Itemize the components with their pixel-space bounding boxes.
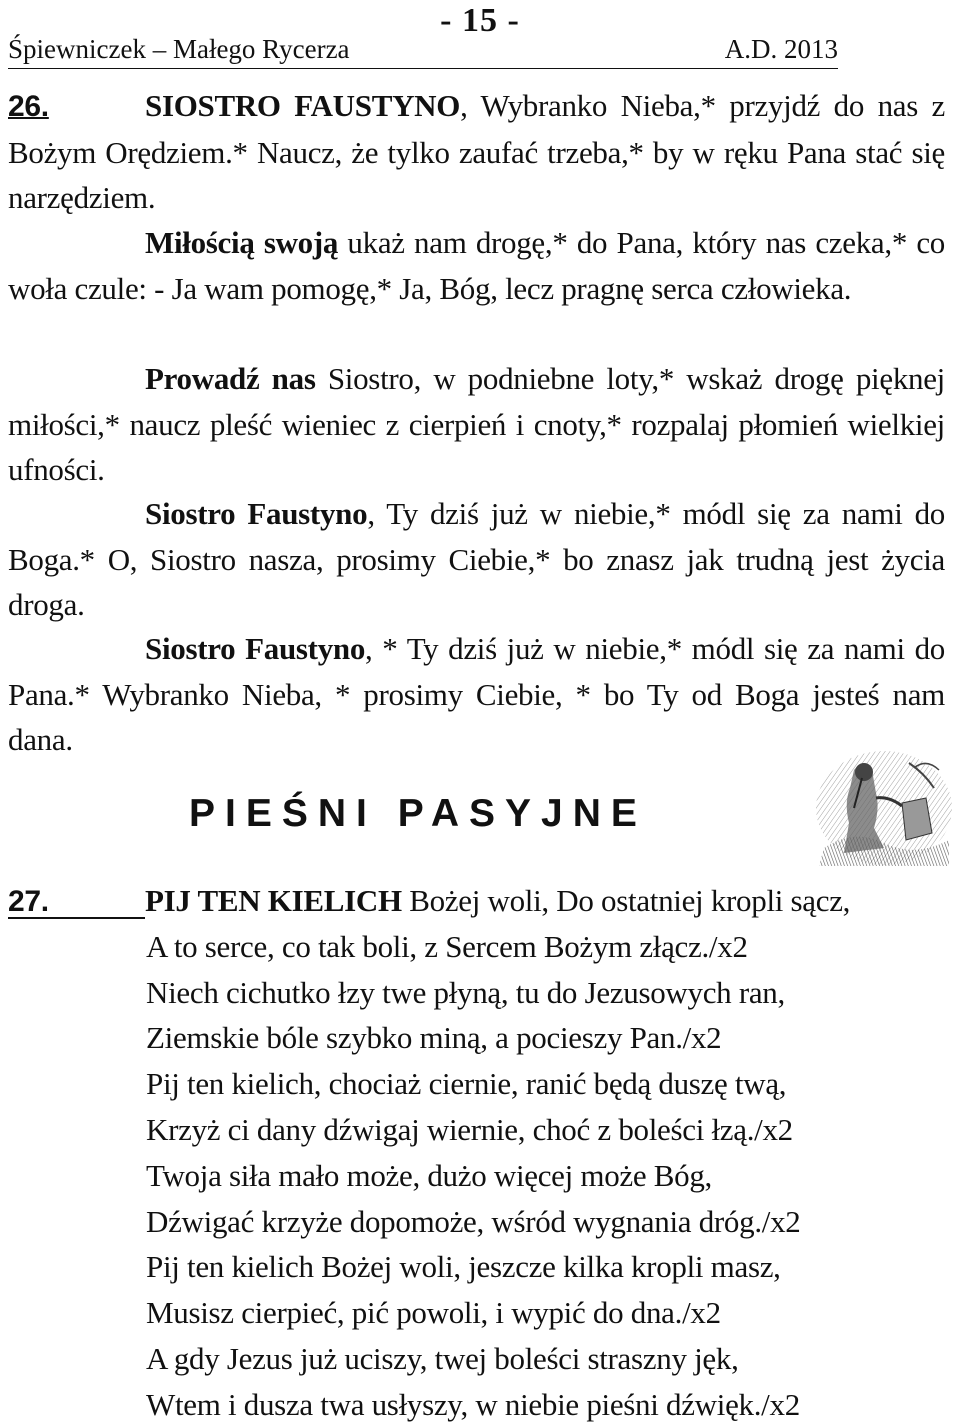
song-27-line: A to serce, co tak boli, z Sercem Bożym złącz./x2	[146, 928, 748, 964]
song-27-line: Pij ten kielich, chociaż ciernie, ranić będą duszę twą,	[146, 1066, 787, 1102]
song-27	[8, 878, 948, 1428]
song-title: PIJ TEN KIELICH	[145, 883, 402, 918]
stanza-text: , Ty dziś już w niebie,* módl się za nami do Boga.* O, Siostro nasza, prosimy Ciebie,* bo znasz jak trudną jest życia droga.	[8, 496, 945, 622]
song-27-line: Krzyż ci dany dźwigaj wiernie, choć z boleści łzą./x2	[146, 1111, 793, 1147]
song-26-stanza-2	[8, 220, 945, 311]
song-27-line: Wtem i dusza twa usłyszy, w niebie pieśni dźwięk./x2	[146, 1386, 800, 1422]
year-label: A.D. 2013	[724, 34, 838, 64]
line-text: Bożej woli, Do ostatniej kropli sącz,	[401, 883, 851, 918]
song-27-line: Twoja siła mało może, dużo więcej może Bóg,	[146, 1157, 713, 1193]
song-27-line	[8, 878, 948, 924]
stanza-text: ukaż nam drogę,* do Pana, który nas czeka,* co woła czule: - Ja wam pomogę,* Ja, Bóg, lecz pragnę serca człowieka.	[8, 225, 945, 306]
song-26-stanza-5	[8, 626, 945, 763]
song-27-line: A gdy Jezus już uciszy, twej boleści straszny jęk,	[146, 1340, 739, 1376]
stanza-text: Siostro, w podniebne loty,* wskaż drogę pięknej miłości,* naucz pleść wieniec z cierpień i cnoty,* rozpalaj płomień wielkiej ufności.	[8, 361, 945, 487]
song-27-line: Ziemskie bóle szybko miną, a pocieszy Pan./x2	[146, 1020, 722, 1056]
christ-in-gethsemane-icon	[814, 748, 954, 866]
song-27-line: Musisz cierpieć, pić powoli, i wypić do dna./x2	[146, 1295, 721, 1331]
stanza-lead: Prowadź nas	[145, 361, 316, 396]
running-header	[8, 34, 838, 69]
book-title: Śpiewniczek – Małego Rycerza	[8, 34, 350, 64]
song-27-line: Pij ten kielich Bożej woli, jeszcze kilka kropli masz,	[146, 1249, 781, 1285]
song-number: 26.	[8, 90, 49, 123]
section-title: PIEŚNI PASYJNE	[189, 792, 647, 835]
song-27-line: Dźwigać krzyże dopomoże, wśród wygnania dróg./x2	[146, 1203, 801, 1239]
stanza-text: , * Ty dziś już w niebie,* módl się za nami do Pana.* Wybranko Nieba, * prosimy Ciebie, * bo Ty od Boga jesteś nam dana.	[8, 631, 945, 757]
page-number: - 15 -	[440, 2, 520, 39]
stanza-lead: Siostro Faustyno	[145, 496, 368, 531]
song-26-stanza-1	[8, 83, 945, 221]
song-26-stanza-4	[8, 491, 945, 628]
song-27-line: Niech cichutko łzy twe płyną, tu do Jezusowych ran,	[146, 974, 785, 1010]
stanza-lead: SIOSTRO FAUSTYNO	[145, 88, 461, 123]
stanza-lead: Miłością swoją	[145, 225, 339, 260]
stanza-text: , Wybranko Nieba,* przyjdź do nas z Bożym Orędziem.* Naucz, że tylko zaufać trzeba,* by w ręku Pana stać się narzędziem.	[8, 88, 945, 215]
song-26-stanza-3	[8, 356, 945, 493]
stanza-lead: Siostro Faustyno	[145, 631, 366, 666]
song-number: 27.	[8, 887, 145, 919]
